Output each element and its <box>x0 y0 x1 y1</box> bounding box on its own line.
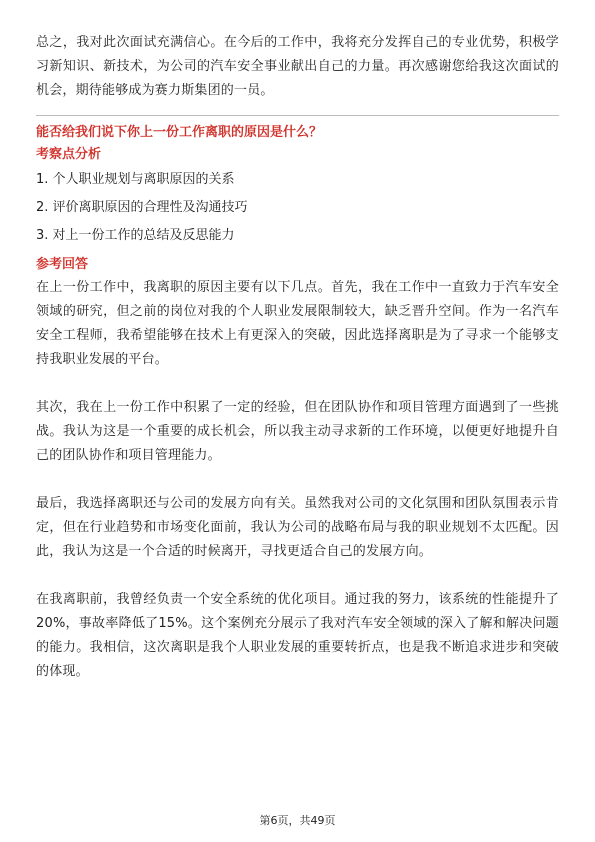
answer-heading: 参考回答 <box>36 257 89 272</box>
intro-paragraph: 总之，我对此次面试充满信心。在今后的工作中，我将充分发挥自己的专业优势，积极学习新知识、新技术，为公司的汽车安全事业献出自己的力量。再次感谢您给我这次面试的机会，期待能够成为赛力斯集团的一员。 <box>36 35 559 98</box>
list-item: 2. 评价离职原因的合理性及沟通技巧 <box>36 200 248 215</box>
answer-paragraph: 在我离职前，我曾经负责一个安全系统的优化项目。通过我的努力，该系统的性能提升了20%，事故率降低了15%。这个案例充分展示了我对汽车安全领域的深入了解和解决问题的能力。我相信，这次离职是我个人职业发展的重要转折点，也是我不断追求进步和突破的体现。 <box>36 592 559 679</box>
analysis-heading: 考察点分析 <box>36 147 102 162</box>
list-item: 1. 个人职业规划与离职原因的关系 <box>36 172 235 187</box>
list-item: 3. 对上一份工作的总结及反思能力 <box>36 228 235 243</box>
answer-paragraph: 在上一份工作中，我离职的原因主要有以下几点。首先，我在工作中一直致力于汽车安全领域的研究，但之前的岗位对我的个人职业发展限制较大，缺乏晋升空间。作为一名汽车安全工程师，我希望能够在技术上有更深入的突破，因此选择离职是为了寻求一个能够支持我职业发展的平台。 <box>36 280 559 367</box>
answer-paragraph: 最后，我选择离职还与公司的发展方向有关。虽然我对公司的文化氛围和团队氛围表示肯定，但在行业趋势和市场变化面前，我认为公司的战略布局与我的职业规划不太匹配。因此，我认为这是一个合适的时候离开，寻找更适合自己的发展方向。 <box>36 496 559 559</box>
analysis-list <box>36 166 559 250</box>
question-title: 能否给我们说下你上一份工作离职的原因是什么？ <box>36 125 323 140</box>
answer-paragraph: 其次，我在上一份工作中积累了一定的经验，但在团队协作和项目管理方面遇到了一些挑战。我认为这是一个重要的成长机会，所以我主动寻求新的工作环境，以便更好地提升自己的团队协作和项目管理能力。 <box>36 400 559 463</box>
section-divider <box>36 115 559 116</box>
page-number: 第6页，共49页 <box>259 814 336 827</box>
answer-body <box>36 276 559 684</box>
document-page <box>36 31 559 684</box>
